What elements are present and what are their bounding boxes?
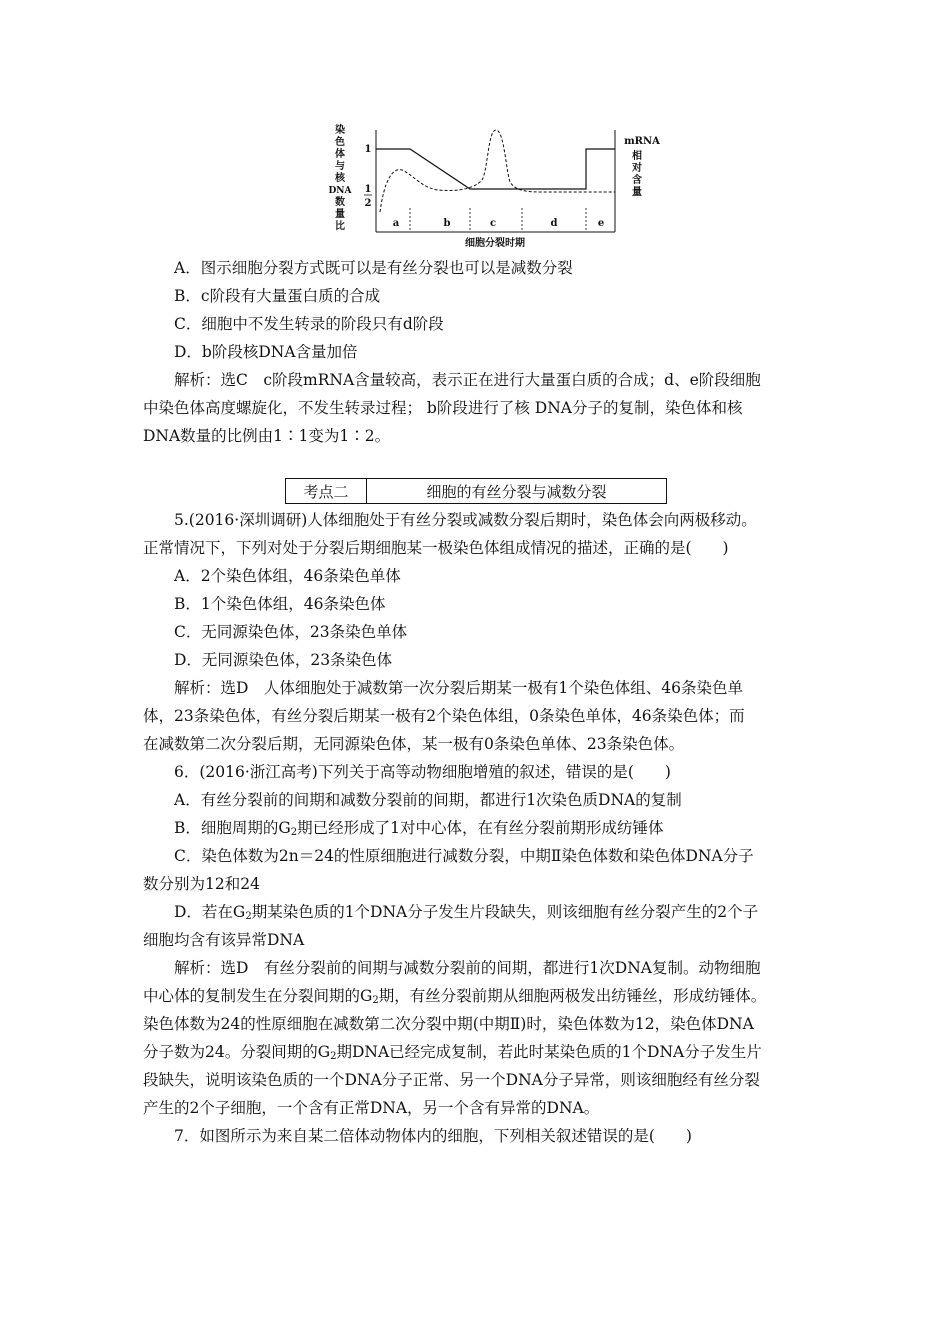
- q5-option-a: A．2个染色体组，46条染色单体: [174, 567, 401, 585]
- q4-option-c: C．细胞中不发生转录的阶段只有d阶段: [174, 315, 444, 333]
- q4-analysis-line: 中染色体高度螺旋化，不发生转录过程； b阶段进行了核 DNA分子的复制，染色体和核: [143, 399, 743, 417]
- y-label-char: 量: [335, 209, 345, 220]
- q6-analysis-line: 产生的2个子细胞，一个含有正常DNA，另一个含有异常的DNA。: [143, 1099, 600, 1117]
- right-label-mrna: mRNA: [624, 136, 660, 147]
- section-header: [285, 478, 667, 504]
- q5-stem: 正常情况下，下列对处于分裂后期细胞某一极染色体组成情况的描述，正确的是( ): [143, 539, 729, 557]
- q6-analysis-line: 分子数为24。分裂间期的$G_2$期DNA已经完成复制，若此时某染色质的1个DNA分子发生片: [143, 1043, 762, 1062]
- section-tag: 考点二: [286, 479, 367, 503]
- q6-option-b: B．细胞周期的$G_2$期已经形成了1对中心体，在有丝分裂前期形成纺锤体: [174, 819, 664, 838]
- right-label-char: 对: [632, 163, 642, 174]
- stage-label-e: e: [597, 218, 605, 229]
- q4-analysis-line: DNA数量的比例由1∶1变为1∶2。: [143, 427, 391, 445]
- y-label-char: 比: [335, 221, 345, 232]
- q7-stem: 7．如图所示为来自某二倍体动物体内的细胞，下列相关叙述错误的是( ): [174, 1127, 692, 1145]
- y-label-char: 体: [335, 149, 345, 160]
- q4-option-d: D．b阶段核DNA含量加倍: [174, 343, 358, 361]
- q5-analysis-line: 体，23条染色体，有丝分裂后期某一极有2个染色体组，0条染色单体，46条染色体；而: [143, 707, 745, 725]
- ratio-line: [376, 149, 615, 189]
- y-label-char: 核: [335, 173, 345, 184]
- right-label-char: 相: [632, 151, 642, 162]
- q5-option-c: C．无同源染色体，23条染色单体: [174, 623, 408, 641]
- stage-label-b: b: [443, 218, 451, 229]
- q5-stem: 5.(2016·深圳调研)人体细胞处于有丝分裂或减数分裂后期时，染色体会向两极移动。: [174, 511, 757, 529]
- y-tick-half-num: 1: [364, 184, 372, 195]
- y-label-char: DNA: [328, 186, 352, 196]
- section-title: 细胞的有丝分裂与减数分裂: [426, 482, 607, 501]
- q6-analysis-line: 中心体的复制发生在分裂间期的$G_2$期，有丝分裂前期从细胞两极发出纺锤丝，形成纺锤体。: [143, 987, 767, 1006]
- q5-analysis-line: 解析：选D 人体细胞处于减数第一次分裂后期某一极有1个染色体组、46条染色单: [174, 679, 744, 697]
- right-label-char: 量: [632, 187, 642, 198]
- q5-option-b: B．1个染色体组，46条染色体: [174, 595, 386, 613]
- q5-option-d: D．无同源染色体，23条染色体: [174, 651, 393, 669]
- q6-option-c: 数分别为12和24: [143, 875, 260, 893]
- q4-option-a: A．图示细胞分裂方式既可以是有丝分裂也可以是减数分裂: [174, 259, 573, 277]
- right-label-char: 含: [632, 175, 642, 186]
- stage-label-d: d: [550, 218, 558, 229]
- y-label-char: 与: [335, 161, 345, 172]
- q6-option-d: D．若在$G_2$期某染色质的1个DNA分子发生片段缺失，则该细胞有丝分裂产生的2个子: [174, 903, 759, 922]
- stage-label-c: c: [489, 218, 497, 229]
- y-axis-label: [328, 123, 352, 232]
- q6-stem: 6．(2016·浙江高考)下列关于高等动物细胞增殖的叙述，错误的是( ): [174, 763, 671, 781]
- y-label-char: 数: [335, 197, 345, 208]
- q6-option-a: A．有丝分裂前的间期和减数分裂前的间期，都进行1次染色质DNA的复制: [174, 791, 682, 809]
- y-label-char: 染: [335, 125, 345, 136]
- y-tick-half-den: 2: [364, 198, 372, 209]
- y-tick-1: 1: [364, 144, 372, 155]
- q6-option-d: 细胞均含有该异常DNA: [143, 931, 305, 949]
- q4-option-b: B．c阶段有大量蛋白质的合成: [174, 287, 381, 305]
- stage-label-a: a: [392, 218, 400, 229]
- q6-analysis-line: 段缺失，说明该染色质的一个DNA分子正常、另一个DNA分子异常，则该细胞经有丝分裂: [143, 1071, 760, 1089]
- y-label-char: 色: [335, 137, 345, 148]
- q6-analysis-line: 染色体数为24的性原细胞在减数第二次分裂中期(中期Ⅱ)时，染色体数为12，染色体DNA: [143, 1015, 754, 1033]
- q5-analysis-line: 在减数第二次分裂后期，无同源染色体，某一极有0条染色单体、23条染色体。: [143, 735, 685, 753]
- q6-option-c: C．染色体数为2n＝24的性原细胞进行减数分裂，中期Ⅱ染色体数和染色体DNA分子: [174, 847, 754, 865]
- mrna-curve: [380, 130, 615, 212]
- q4-analysis-line: 解析：选C c阶段mRNA含量较高，表示正在进行大量蛋白质的合成；d、e阶段细胞: [174, 371, 761, 389]
- x-axis-title: 细胞分裂时期: [465, 238, 525, 249]
- cell-division-graph: [328, 122, 660, 250]
- q6-analysis-line: 解析：选D 有丝分裂前的间期与减数分裂前的间期，都进行1次DNA复制。动物细胞: [174, 959, 761, 977]
